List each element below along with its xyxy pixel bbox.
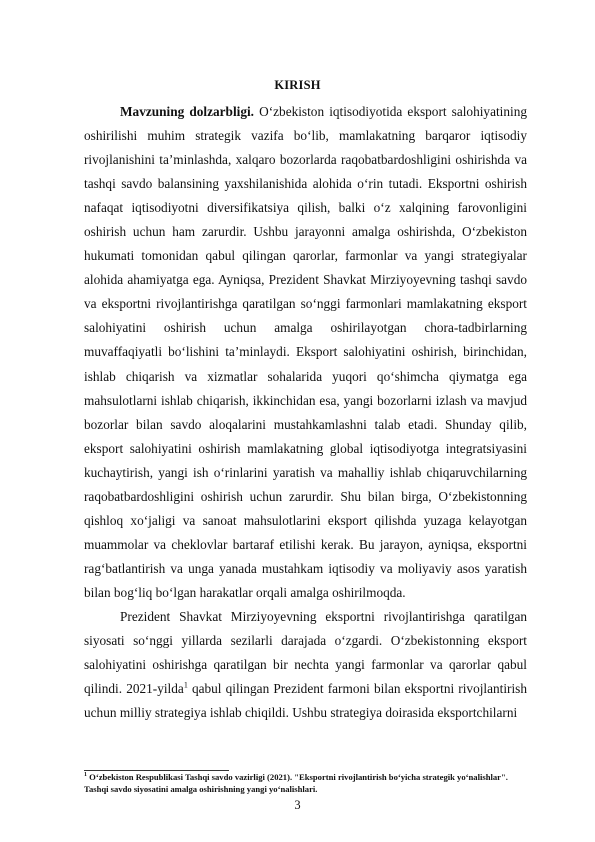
footnote-mark: 1: [84, 772, 87, 779]
body-text: [84, 100, 527, 725]
footnote-reference: 1: [183, 680, 188, 690]
section-heading: KIRISH: [274, 78, 321, 92]
page-number: 3: [294, 798, 301, 812]
footnote-divider: [84, 770, 229, 771]
paragraph-lead: Mavzuning dolzarbligi.: [120, 104, 255, 119]
paragraph-relevance: [84, 100, 527, 605]
paragraph-text: Prezident Shavkat Mirziyoyevning eksportni rivojlantirishga qaratilgan siyosati so‘nggi yillarda sezilarli darajada o‘zgardi. O‘zbekistonning eksport salohiyatini oshirishga qaratilgan bir nechta yangi farmonlar va qarorlar qabul qilindi. 2021-yilda: [84, 608, 527, 697]
paragraph-policy: [84, 605, 527, 725]
paragraph-text: qabul qilingan Prezident farmoni bilan eksportni rivojlantirish uchun milliy strategiya ishlab chiqildi. Ushbu strategiya doirasida eksportchilarni: [84, 681, 528, 721]
footnote: [84, 772, 527, 795]
paragraph-text: O‘zbekiston iqtisodiyotida eksport salohiyatining oshirilishi muhim strategik vazifa bo‘lib, mamlakatning barqaror iqtisodiy rivojlanishini ta’minlashda, xalqaro bozorlarda raqobatbardoshligini oshirishda va tashqi savdo balansining yaxshilanishida alohida o‘rin tutadi. Eksportni oshirish nafaqat iqtisodiyotni diversifikatsiya qilish, balki o‘z xalqining farovonligini oshirish uchun ham zarurdir. Ushbu jarayonni amalga oshirishda, O‘zbekiston hukumati tomonidan qabul qilingan qarorlar, farmonlar va yangi strategiyalar alohida ahamiyatga ega. Ayniqsa, Prezident Shavkat Mirziyoyevning tashqi savdo va eksportni rivojlantirishga qaratilgan so‘nggi farmonlari mamlakatning eksport salohiyatini oshirish uchun amalga oshirilayotgan chora-tadbirlarning muvaffaqiyatli bo‘lishini ta’minlaydi. Eksport salohiyatini oshirish, birinchidan, ishlab chiqarish va xizmatlar sohalarida yuqori qo‘shimcha qiymatga ega mahsulotlarni ishlab chiqarish, ikkinchidan esa, yangi bozorlarni izlash va mavjud bozorlar bilan savdo aloqalarini mustahkamlashni talab etadi. Shunday qilib, eksport salohiyatini oshirish mamlakatning global iqtisodiyotga integratsiyasini kuchaytirish, yangi ish o‘rinlarini yaratish va mahalliy ishlab chiqaruvchilarning raqobatbardoshligini oshirish uchun zarurdir. Shu bilan birga, O‘zbekistonning qishloq xo‘jaligi va sanoat mahsulotlarini eksport qilishda yuzaga kelayotgan muammolar va cheklovlar bartaraf etilishi kerak. Bu jarayon, ayniqsa, eksportni rag‘batlantirish va unga yanada mustahkam iqtisodiy va moliyaviy asos yaratish bilan bog‘liq bo‘lgan harakatlar orqali amalga oshirilmoqda.: [84, 104, 527, 600]
footnote-text: O‘zbekiston Respublikasi Tashqi savdo vazirligi (2021). "Eksportni rivojlantirish bo‘yicha strategik yo‘nalishlar". Tashqi savdo siyosatini amalga oshirishning yangi yo‘nalishlari.: [84, 772, 508, 794]
